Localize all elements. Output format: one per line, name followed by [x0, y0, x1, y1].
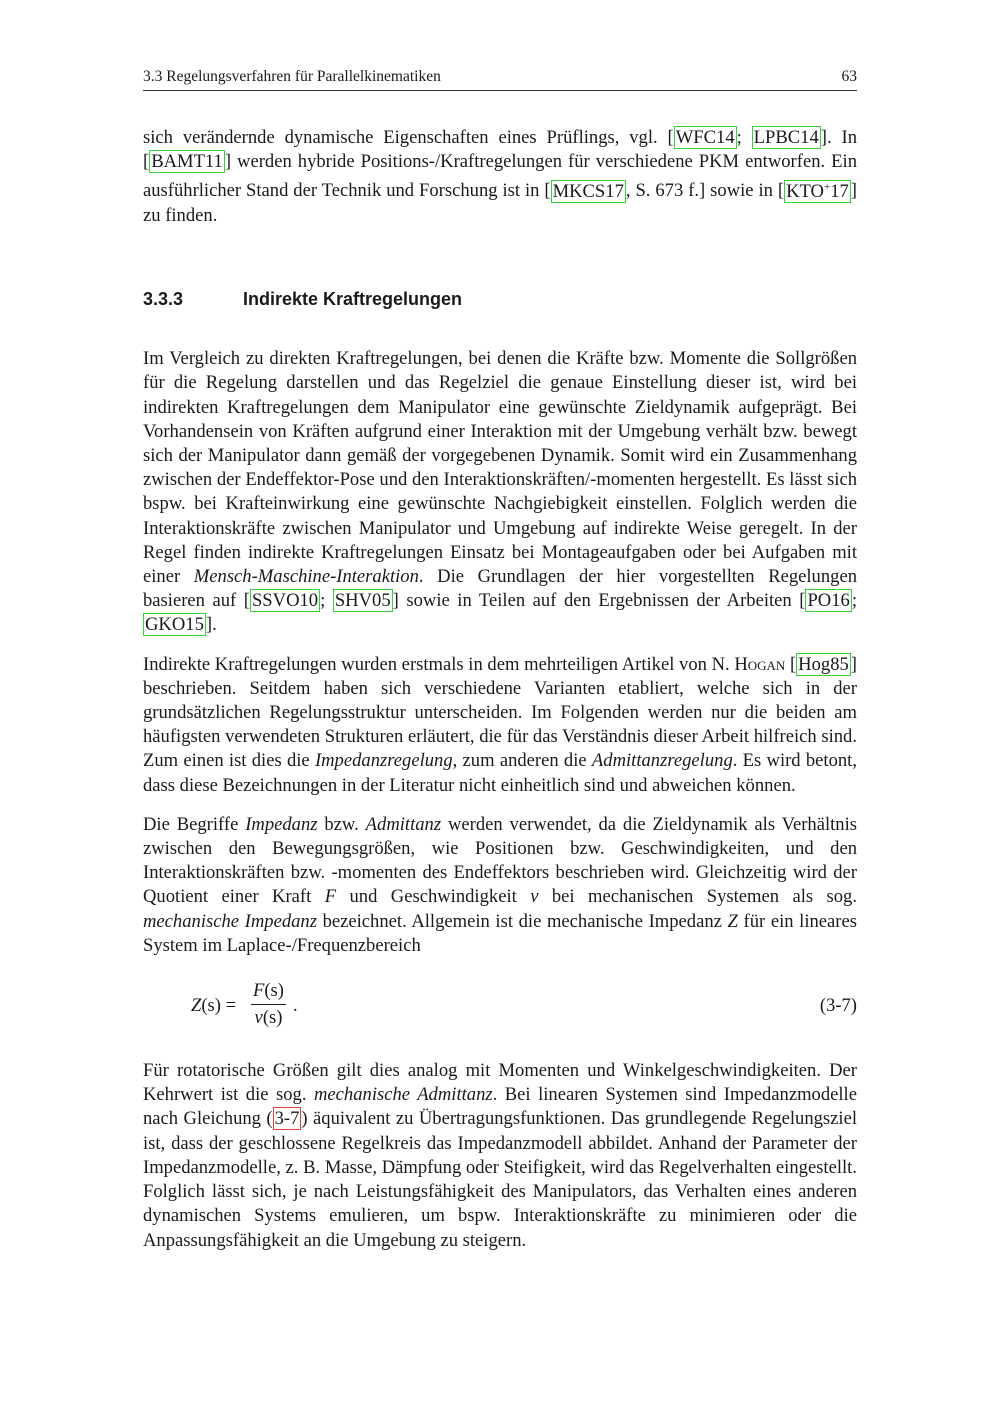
math-text: (s): [262, 1007, 283, 1029]
text-run: ) äquivalent zu Übertragungsfunktionen. Das grundlegende Regelungsziel ist, dass der geschlossene Regelkreis das Impedanzmodell abbildet. Anhand der Parameter der Impedanzmodelle, z. B. Masse, Dämpfung oder Steifigkeit, wird das Regelverhalten eingestellt. Folglich lässt sich, je nach Leistungsfähigkeit des Manipulators, das Verhalten eines anderen dynamischen Systems emulieren, um bspw. Interaktionskräfte zu minimieren oder die Anpassungsfähigkeit an die Umgebung zu steigern.: [143, 1108, 858, 1251]
equation-lhs: [191, 994, 236, 1018]
emphasis: Impedanz: [245, 813, 318, 835]
text-run: sich verändernde dynamische Eigenschaften eines Prüflings, vgl. [: [143, 127, 674, 148]
emphasis: mechanische Admittanz: [314, 1084, 493, 1106]
emphasis: Admittanzregelung: [591, 750, 733, 772]
text-run: [: [785, 653, 797, 675]
citation-link[interactable]: PO16: [807, 590, 850, 612]
citation-text: 17: [830, 180, 849, 202]
body-text: [143, 126, 857, 1268]
math-variable: Z: [191, 995, 202, 1017]
section-number: 3.3.3: [143, 289, 184, 309]
author-name: Hogan: [734, 653, 786, 675]
equation-period: .: [293, 995, 298, 1017]
text-run: ] sowie in Teilen auf den Ergebnissen der Arbeiten [: [392, 590, 806, 612]
citation-link[interactable]: SHV05: [334, 590, 391, 612]
fraction-numerator: [251, 979, 286, 1005]
text-run: Für rotatorische Größen gilt dies analog mit Momenten und Winkelgeschwindigkeiten. Der Kehrwert ist die sog.: [143, 1060, 857, 1106]
equation-number: (3-7): [819, 995, 857, 1017]
math-text: (s): [264, 980, 284, 1002]
citation-link[interactable]: MKCS17: [552, 180, 624, 202]
citation-link[interactable]: GKO15: [145, 614, 204, 636]
text-run: , zum anderen die: [452, 750, 592, 772]
text-run: werden verwendet, da die Zieldynamik als Verhältnis zwischen den Bewegungsgrößen, wie Positionen bzw. Geschwindigkeiten, und den Interaktionskräften bzw. -momenten des Endeffektors beschrieben wird. Gleichzeitig wird der Quotient einer Kraft: [143, 813, 857, 908]
emphasis: Impedanzregelung: [314, 750, 453, 772]
math-text: (s) =: [201, 995, 237, 1017]
paragraph: [143, 653, 857, 798]
text-run: ] zu finden.: [143, 180, 857, 226]
citation-link[interactable]: SSVO10: [251, 590, 319, 612]
math-variable: F: [324, 886, 337, 908]
paragraph: [143, 347, 857, 637]
text-run: Indirekte Kraftregelungen wurden erstmals in dem mehrteiligen Artikel von N.: [143, 653, 735, 675]
equation-reference-link[interactable]: 3-7: [274, 1108, 300, 1130]
math-variable: Z: [727, 910, 738, 932]
text-run: bei mechanischen Systemen als sog.: [538, 886, 858, 908]
text-run: ;: [736, 127, 752, 148]
math-variable: v: [254, 1007, 263, 1029]
section-title: Indirekte Kraftregelungen: [243, 289, 463, 309]
text-run: ].: [205, 614, 217, 636]
text-run: für ein lineares System im Laplace-/Frequenzbereich: [143, 910, 857, 956]
text-run: ;: [851, 590, 857, 612]
text-run: und Geschwindigkeit: [336, 886, 531, 908]
text-run: ] beschrieben. Seitdem haben sich verschiedene Varianten etabliert, welche sich in der grundsätzlichen Regelungsstruktur unterscheiden. Im Folgenden werden nur die beiden am häufigsten verwendeten Strukturen erläutert, die für das Verständnis dieser Arbeit hilfreich sind. Zum einen ist dies die: [143, 653, 857, 772]
citation-link[interactable]: WFC14: [675, 127, 735, 148]
text-run: ;: [320, 590, 333, 612]
math-variable: v: [530, 886, 539, 908]
citation-superscript: +: [823, 180, 831, 193]
text-run: . Es wird betont, dass diese Bezeichnungen in der Literatur nicht einheitlich sind und abweichen können.: [143, 750, 857, 796]
citation-text: KTO: [786, 180, 824, 202]
paragraph: [143, 813, 857, 958]
citation-link[interactable]: Hog85: [798, 653, 849, 675]
text-run: bzw.: [317, 813, 366, 835]
equation-3-7: [143, 973, 857, 1043]
running-header: [143, 66, 857, 91]
section-heading: [143, 287, 857, 311]
equation-fraction: [251, 979, 286, 1030]
text-run: Die Begriffe: [143, 813, 246, 835]
fraction-denominator: [251, 1005, 286, 1030]
emphasis: Mensch-Maschine-Interaktion: [193, 566, 419, 588]
text-run: , S. 673 f.] sowie in [: [625, 180, 785, 202]
text-run: ] werden hybride Positions-/Kraftregelungen für verschiedene PKM entworfen. Ein ausführlicher Stand der Technik und Forschung ist in [: [143, 151, 857, 202]
text-run: . Die Grundlagen der hier vorgestellten Regelungen basieren auf [: [143, 566, 858, 612]
citation-link[interactable]: LPBC14: [753, 127, 819, 148]
text-run: bezeichnet. Allgemein ist die mechanische Impedanz: [316, 910, 728, 932]
emphasis: mechanische Impedanz: [143, 910, 317, 932]
paragraph-continued: [143, 126, 857, 228]
paragraph: [143, 1059, 857, 1253]
emphasis: Admittanz: [365, 813, 442, 835]
math-variable: F: [253, 980, 265, 1002]
page-number: 63: [841, 68, 857, 85]
citation-link[interactable]: [784, 180, 851, 203]
text-run: . Bei linearen Systemen sind Impedanzmodelle nach Gleichung (: [143, 1084, 857, 1130]
text-run: Im Vergleich zu direkten Kraftregelungen, bei denen die Kräfte bzw. Momente die Sollgrößen für die Regelung darstellen und das Regelziel die genaue Einstellung dieser ist, wird bei indirekten Kraftregelungen dem Manipulator eine gewünschte Zieldynamik aufgeprägt. Bei Vorhandensein von Kräften aufgrund einer Interaktion mit der Umgebung verhält bzw. bewegt sich der Manipulator dann gemäß der vorgegebenen Dynamik. Somit wird ein Zusammenhang zwischen der Endeffektor-Pose und den Interaktionskräften/-momenten hergestellt. Es lässt sich bspw. bei Krafteinwirkung eine gewünschte Nachgiebigkeit einstellen. Folglich werden die Interaktionskräfte zwischen Manipulator und Umgebung auf indirekte Weise geregelt. In der Regel finden indirekte Kraftregelungen Einsatz bei Montageaufgaben oder bei Aufgaben mit einer: [143, 348, 857, 588]
text-run: ]. In [: [143, 127, 857, 173]
header-section-title: 3.3 Regelungsverfahren für Parallelkinematiken: [143, 68, 441, 85]
citation-link[interactable]: BAMT11: [151, 151, 223, 173]
